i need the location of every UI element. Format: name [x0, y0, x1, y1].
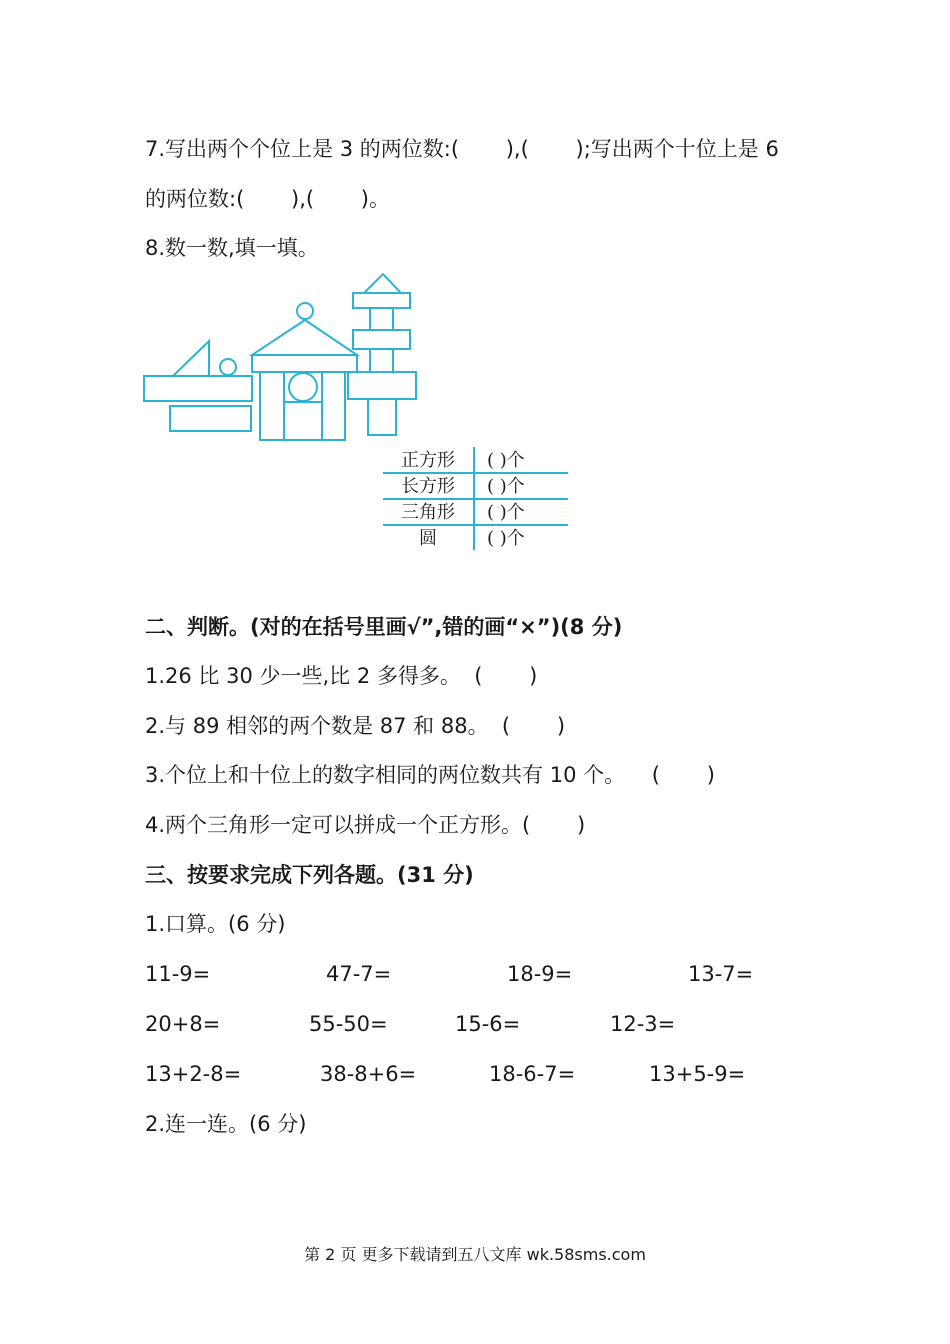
judge-item-2: 2.与 89 相邻的两个数是 87 和 88。 ( ) [145, 714, 566, 738]
q8-title: 8.数一数,填一填。 [145, 236, 319, 260]
rectangle-shape [353, 293, 410, 308]
table-shape-label: 三角形 [401, 502, 455, 523]
page-footer: 第 2 页 更多下载请到五八文库 wk.58sms.com [304, 1245, 646, 1264]
q7-line-2: 的两位数:( ),( )。 [145, 187, 390, 211]
judge-item-3: 3.个位上和十位上的数字相同的两位数共有 10 个。 ( ) [145, 763, 715, 787]
triangle-shape [173, 341, 209, 376]
rectangle-shape [353, 330, 410, 349]
calc-item: 18-9= [507, 962, 573, 986]
calc-item: 11-9= [145, 962, 211, 986]
q7-line-1: 7.写出两个个位上是 3 的两位数:( ),( );写出两个十位上是 6 [145, 137, 779, 161]
shapes-figure [140, 268, 430, 448]
rectangle-shape [370, 308, 393, 330]
calc-item: 20+8= [145, 1012, 221, 1036]
rectangle-shape [368, 399, 396, 435]
circle-shape [289, 373, 317, 401]
table-shape-label: 长方形 [401, 476, 455, 497]
calc-item: 12-3= [610, 1012, 676, 1036]
mental-math-title: 1.口算。(6 分) [145, 912, 286, 936]
table-shape-label: 正方形 [401, 450, 455, 471]
circle-shape [220, 359, 236, 375]
rectangle-shape [284, 402, 322, 440]
section2-heading: 二、判断。(对的在括号里画√”,错的画“×”)(8 分) [145, 615, 623, 639]
triangle-shape [252, 320, 357, 355]
calc-item: 15-6= [455, 1012, 521, 1036]
rectangle-shape [322, 372, 345, 440]
section3-heading: 三、按要求完成下列各题。(31 分) [145, 863, 474, 887]
table-answer: ( )个 [487, 502, 525, 523]
judge-item-1: 1.26 比 30 少一些,比 2 多得多。 ( ) [145, 664, 538, 688]
circle-shape [297, 303, 313, 319]
table-answer: ( )个 [487, 450, 525, 471]
calc-item: 13-7= [688, 962, 754, 986]
calc-item: 38-8+6= [320, 1062, 417, 1086]
rectangle-shape [144, 376, 252, 401]
table-answer: ( )个 [487, 476, 525, 497]
calc-item: 13+5-9= [649, 1062, 746, 1086]
calc-item: 47-7= [326, 962, 392, 986]
judge-item-4: 4.两个三角形一定可以拼成一个正方形。( ) [145, 813, 586, 837]
table-shape-label: 圆 [419, 528, 437, 549]
calc-item: 18-6-7= [489, 1062, 576, 1086]
count-table [380, 444, 570, 554]
rectangle-shape [370, 349, 393, 372]
rectangle-shape [348, 372, 416, 399]
connect-title: 2.连一连。(6 分) [145, 1112, 307, 1136]
triangle-shape [364, 274, 401, 293]
calc-item: 55-50= [309, 1012, 388, 1036]
rectangle-shape [260, 372, 284, 440]
rectangle-shape [252, 355, 357, 372]
calc-item: 13+2-8= [145, 1062, 242, 1086]
table-answer: ( )个 [487, 528, 525, 549]
rectangle-shape [170, 406, 251, 431]
